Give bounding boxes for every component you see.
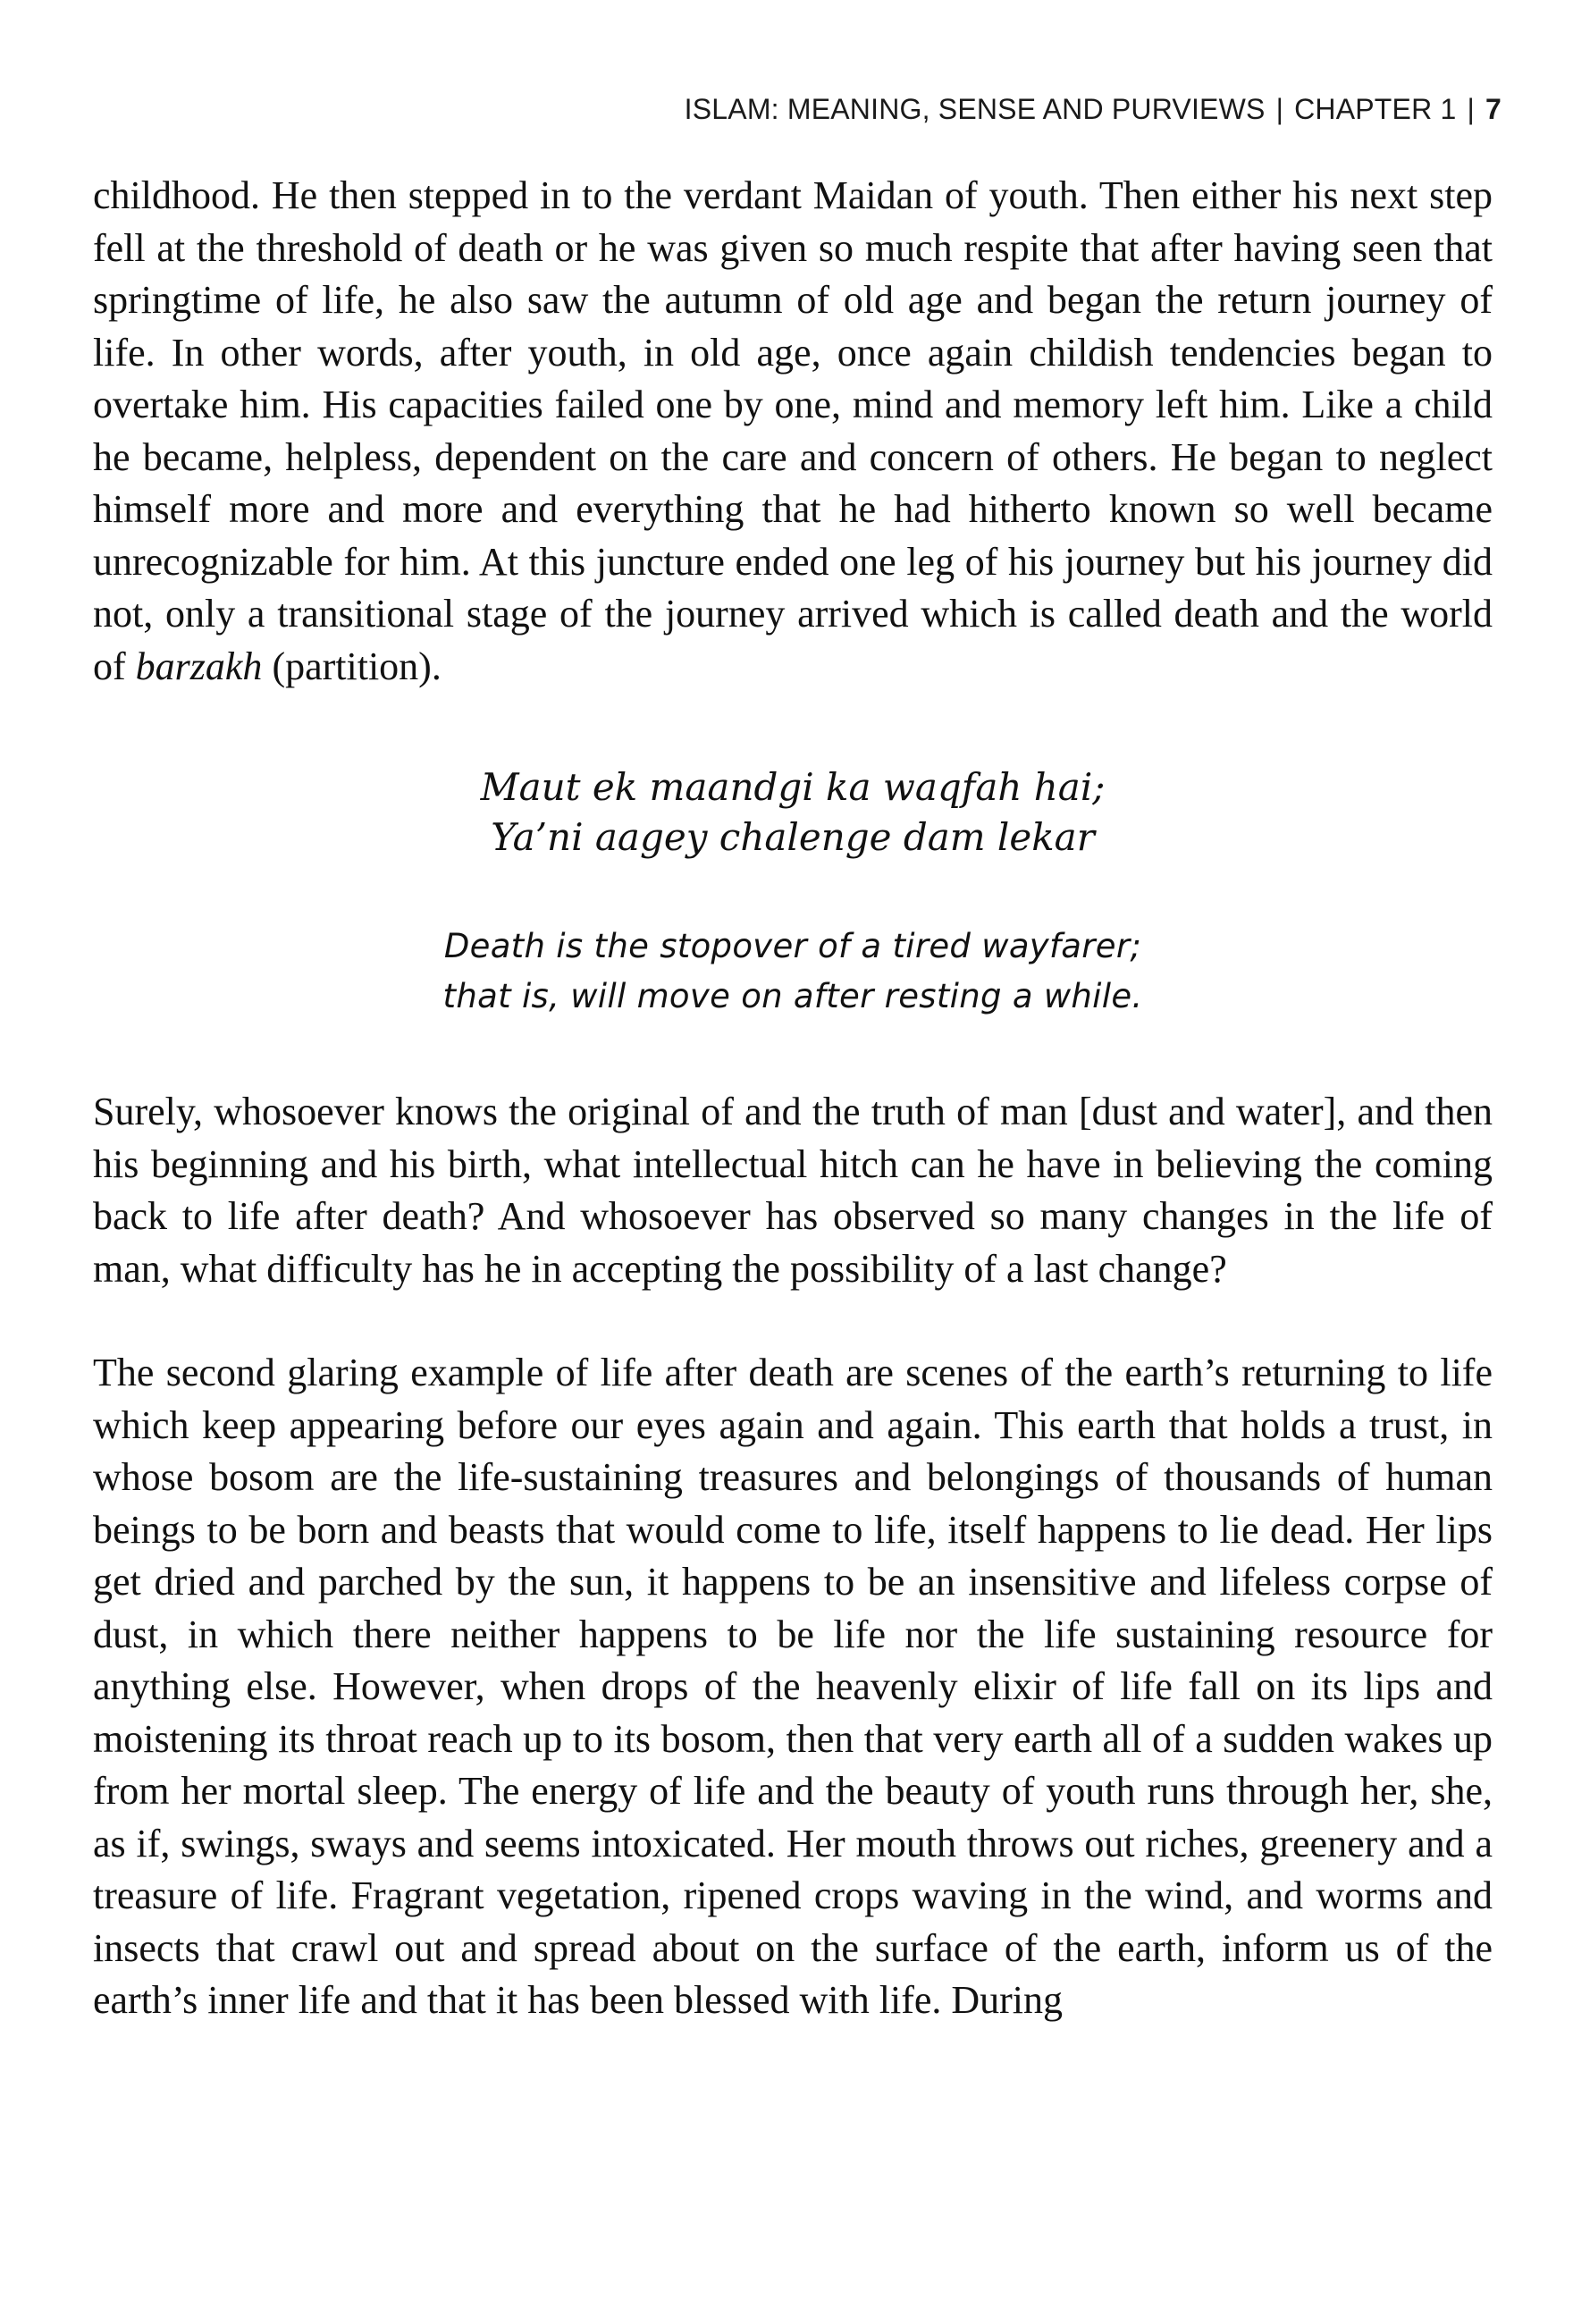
header-separator-2: | (1467, 93, 1475, 125)
chapter-label: CHAPTER 1 (1294, 93, 1457, 125)
page-number: 7 (1485, 93, 1502, 125)
urdu-verse-line-1: Maut ek maandgi ka waqfah hai; (480, 765, 1106, 809)
page-body (93, 170, 1493, 2027)
running-header (685, 93, 1502, 126)
verse-translation-line-1: Death is the stopover of a tired wayfarer; (443, 927, 1142, 965)
verse-translation-line-2: that is, will move on after resting a while. (442, 977, 1143, 1015)
verse-translation (93, 922, 1493, 1022)
urdu-verse-line-2: Ya’ni aagey chalenge dam lekar (491, 815, 1095, 859)
paragraph-3: The second glaring example of life after death are scenes of the earth’s returning to life which keep appearing before our eyes again and again. This earth that holds a trust, in whose bosom are the life-sustaining treasures and belongings of thousands of human beings to be born and beasts that would come to life, itself happens to lie dead. Her lips get dried and parched by the sun, it happens to be an insensitive and lifeless corpse of dust, in which there neither happens to be life nor the life sustaining resource for anything else. However, when drops of the heavenly elixir of life fall on its lips and moistening its throat reach up to its bosom, then that very earth all of a sudden wakes up from her mortal sleep. The energy of life and the beauty of youth runs through her, she, as if, swings, sways and seems intoxicated. Her mouth throws out riches, greenery and a treasure of life. Fragrant vegetation, ripened crops waving in the wind, and worms and insects that crawl out and spread about on the surface of the earth, inform us of the earth’s inner life and that it has been blessed with life. During (93, 1351, 1493, 2022)
paragraph-1-end: (partition). (262, 644, 442, 688)
paragraph-1-text: childhood. He then stepped in to the verdant Maidan of youth. Then either his next step fell at the threshold of death or he was given so much respite that after having seen that springtime of life, he also saw the autumn of old age and began the return journey of life. In other words, after youth, in old age, once again childish tendencies began to overtake him. His capacities failed one by one, mind and memory left him. Like a child he became, helpless, dependent on the care and concern of others. He began to neglect himself more and more and everything that he had hitherto known so well became unrecognizable for him. At this juncture ended one leg of his journey but his journey did not, only a transitional stage of the journey arrived which is called death and the world of (93, 173, 1493, 688)
paragraph-2: Surely, whosoever knows the original of and the truth of man [dust and water], and then his beginning and his birth, what intellectual hitch can he have in believing the coming back to life after death? And whosoever has observed so many changes in the life of man, what difficulty has he in accepting the possibility of a last change? (93, 1090, 1493, 1291)
header-separator: | (1275, 93, 1284, 125)
italic-term-barzakh: barzakh (135, 644, 263, 688)
urdu-verse (93, 762, 1493, 863)
book-title: ISLAM: MEANING, SENSE AND PURVIEWS (684, 93, 1266, 125)
paragraph-1 (93, 170, 1493, 693)
